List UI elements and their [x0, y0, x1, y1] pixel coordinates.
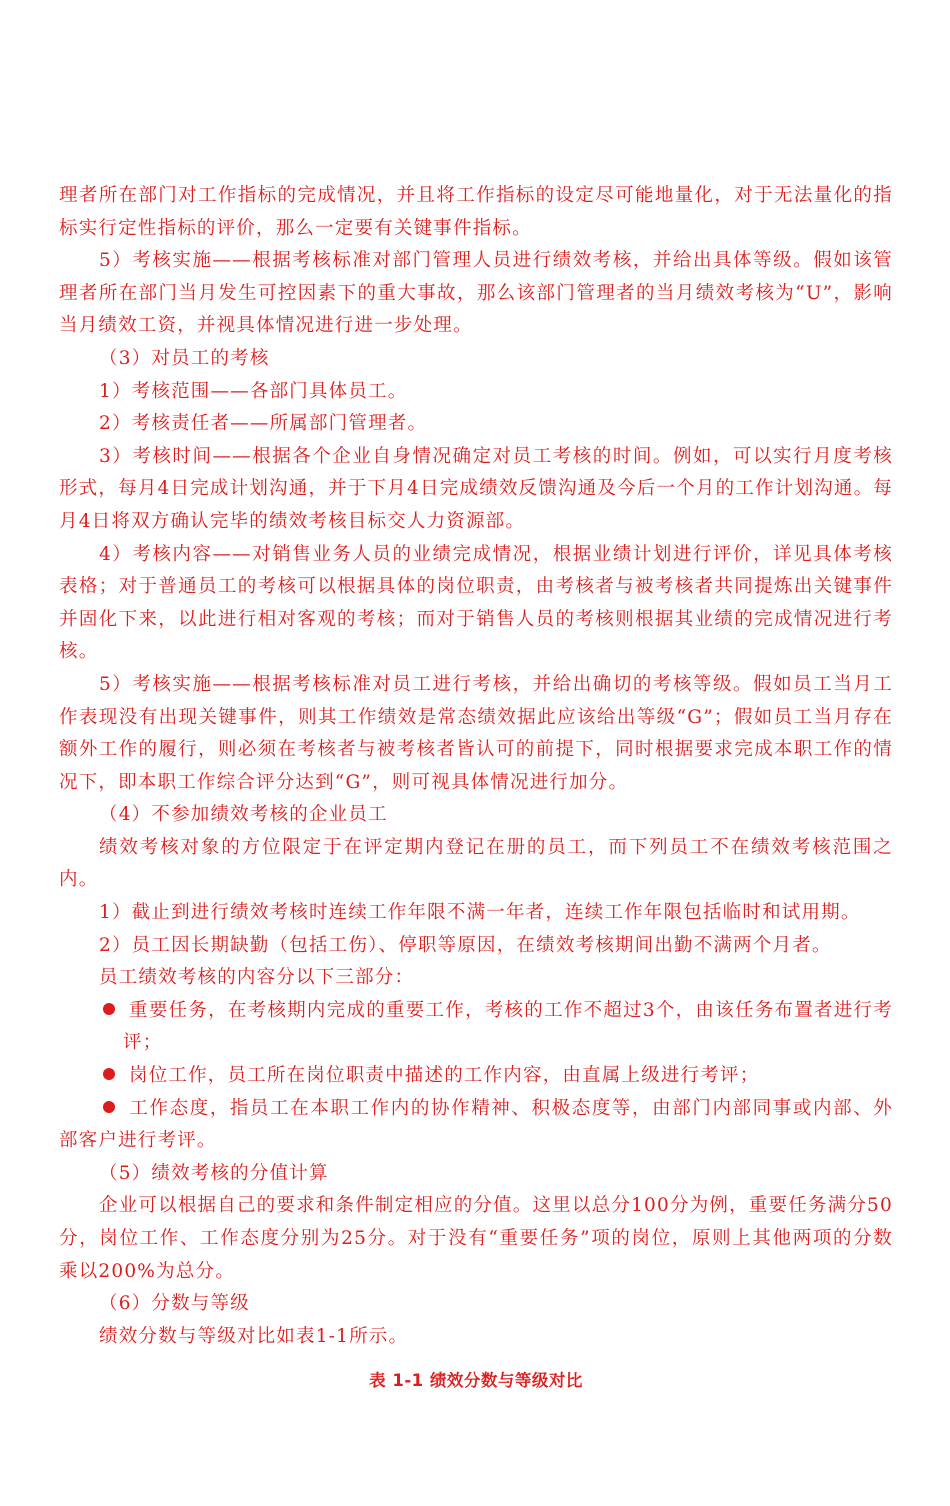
list-item: 1）截止到进行绩效考核时连续工作年限不满一年者，连续工作年限包括临时和试用期。 [99, 902, 861, 924]
bullet-text: 岗位工作，员工所在岗位职责中描述的工作内容，由直属上级进行考评； [129, 1065, 760, 1087]
paragraph: 理者所在部门对工作指标的完成情况，并且将工作指标的设定尽可能地量化，对于无法量化的指标实行定性指标的评价，那么一定要有关键事件指标。 [59, 185, 893, 239]
document-body [59, 180, 893, 1395]
bullet-text: 重要任务，在考核期内完成的重要工作，考核的工作不超过3个，由该任务布置者进行考评； [123, 999, 893, 1054]
paragraph: 员工绩效考核的内容分以下三部分： [99, 967, 415, 989]
bullet-item [59, 995, 893, 1060]
section-heading: （6）分数与等级 [99, 1293, 250, 1315]
paragraph: 绩效考核对象的方位限定于在评定期内登记在册的员工，而下列员工不在绩效考核范围之内。 [59, 836, 893, 891]
paragraph: 绩效分数与等级对比如表1-1所示。 [99, 1325, 409, 1347]
bullet-dot-icon [103, 1101, 115, 1113]
section-heading: （3）对员工的考核 [99, 347, 270, 369]
bullet-item [59, 1060, 893, 1093]
list-item: 3）考核时间——根据各个企业自身情况确定对员工考核的时间。例如，可以实行月度考核形式，每月4日完成计划沟通，并于下月4日完成绩效反馈沟通及今后一个月的工作计划沟通。每月4日将双方确认完毕的绩效考核目标交人力资源部。 [59, 445, 893, 532]
bullet-item [59, 1093, 893, 1158]
bullet-dot-icon [103, 1068, 115, 1080]
list-item: 5）考核实施——根据考核标准对员工进行考核，并给出确切的考核等级。假如员工当月工作表现没有出现关键事件，则其工作绩效是常态绩效据此应该给出等级“G”；假如员工当月存在额外工作的履行，则必须在考核者与被考核者皆认可的前提下，同时根据要求完成本职工作的情况下，即本职工作综合评分达到“G”，则可视具体情况进行加分。 [59, 673, 893, 793]
section-heading: （4）不参加绩效考核的企业员工 [99, 804, 388, 826]
bullet-dot-icon [103, 1003, 115, 1015]
list-item: 2）考核责任者——所属部门管理者。 [99, 413, 428, 435]
paragraph: 5）考核实施——根据考核标准对部门管理人员进行绩效考核，并给出具体等级。假如该管理者所在部门当月发生可控因素下的重大事故，那么该部门管理者的当月绩效考核为“U”，影响当月绩效工资，并视具体情况进行进一步处理。 [59, 250, 893, 337]
section-heading: （5）绩效考核的分值计算 [99, 1162, 329, 1184]
list-item: 1）考核范围——各部门具体员工。 [99, 380, 408, 402]
list-item: 2）员工因长期缺勤（包括工伤）、停职等原因，在绩效考核期间出勤不满两个月者。 [99, 934, 832, 956]
table-caption: 表 1-1 绩效分数与等级对比 [369, 1371, 583, 1391]
paragraph: 企业可以根据自己的要求和条件制定相应的分值。这里以总分100分为例，重要任务满分50分，岗位工作、工作态度分别为25分。对于没有“重要任务”项的岗位，原则上其他两项的分数乘以200%为总分。 [59, 1195, 893, 1282]
list-item: 4）考核内容——对销售业务人员的业绩完成情况，根据业绩计划进行评价，详见具体考核表格；对于普通员工的考核可以根据具体的岗位职责，由考核者与被考核者共同提炼出关键事件并固化下来，以此进行相对客观的考核；而对于销售人员的考核则根据其业绩的完成情况进行考核。 [59, 543, 893, 663]
bullet-text: 工作态度，指员工在本职工作内的协作精神、积极态度等，由部门内部同事或内部、外部客户进行考评。 [59, 1097, 893, 1152]
